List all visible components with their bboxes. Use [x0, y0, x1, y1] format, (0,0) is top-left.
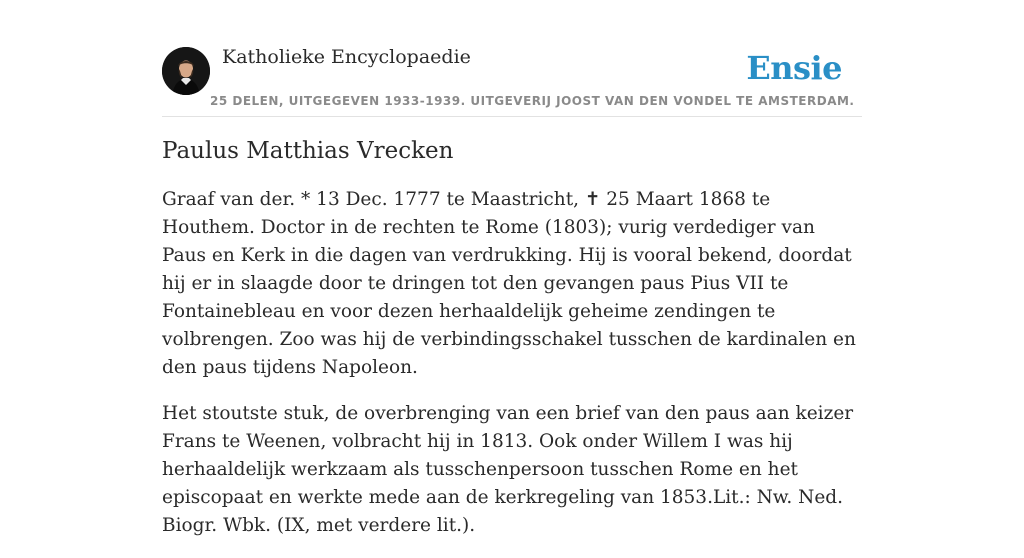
article-paragraph: Graaf van der. * 13 Dec. 1777 te Maastricht, ✝ 25 Maart 1868 te Houthem. Doctor in de rechten te Rome (1803); vurig verdediger van Paus en Kerk in die dagen van verdrukking. Hij is vooral bekend, doordat hij er in slaagde door te dringen tot den gevangen paus Pius VII te Fontainebleau en voor dezen herhaaldelijk geheime zendingen te volbrengen. Zoo was hij de verbindingsschakel tusschen de kardinalen en den paus tijdens Napoleon.	[162, 189, 856, 378]
site-subtitle: 25 DELEN, UITGEGEVEN 1933-1939. UITGEVERIJ JOOST VAN DEN VONDEL TE AMSTERDAM.	[210, 94, 855, 108]
site-title-link[interactable]: Katholieke Encyclopaedie	[222, 46, 471, 68]
article-paragraph: Het stoutste stuk, de overbrenging van een brief van den paus aan keizer Frans te Weenen, volbracht hij in 1813. Ook onder Willem I was hij herhaaldelijk werkzaam als tusschenpersoon tusschen Rome en het episcopaat en werkte mede aan de kerkregeling van 1853.Lit.: Nw. Ned. Biogr. Wbk. (IX, met verdere lit.).	[162, 403, 854, 536]
article-title: Paulus Matthias Vrecken	[162, 138, 454, 164]
portrait-avatar-icon[interactable]	[162, 47, 210, 95]
site-header	[162, 0, 862, 117]
article	[162, 138, 862, 558]
ensie-logo[interactable]: Ensie	[746, 49, 842, 87]
